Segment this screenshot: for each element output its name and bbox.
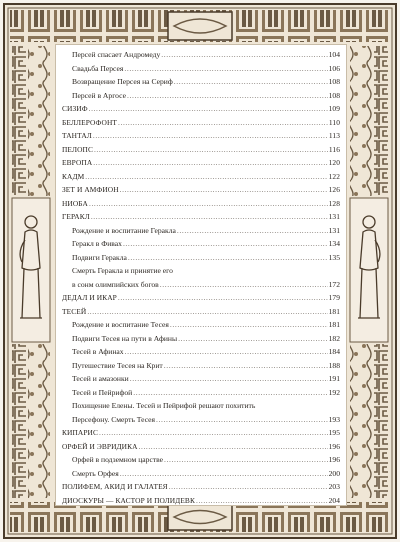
dot-leader: [93, 158, 327, 167]
toc-entry-title: Рождение и воспитание Геракла: [72, 225, 176, 235]
dot-leader: [125, 347, 328, 356]
toc-page-number: 108: [328, 90, 340, 100]
toc-chapter: [62, 425, 340, 437]
dot-leader: [170, 320, 328, 329]
toc-entry-title: Подвиги Тесея на пути в Афины: [72, 333, 178, 343]
toc-page-number: 120: [328, 158, 340, 167]
toc-chapter: [62, 493, 340, 505]
toc-entry-title: Персей спасает Андромеду: [72, 50, 161, 59]
toc-page-number: 106: [328, 63, 340, 73]
toc-entry-title: Тесей в Афинах: [72, 347, 124, 356]
toc-chapter: [62, 479, 340, 491]
toc-subentry: [62, 371, 340, 383]
toc-entry-title: ПОЛИФЕМ, АКИД И ГАЛАТЕЯ: [62, 482, 168, 491]
toc-subentry: [62, 250, 340, 262]
toc-page-number: 204: [328, 495, 340, 505]
dot-leader: [133, 388, 327, 397]
dot-leader: [139, 442, 328, 451]
dot-leader: [174, 77, 328, 86]
toc-entry-title: КАДМ: [62, 171, 85, 181]
toc-page-number: 122: [328, 171, 340, 181]
toc-entry-title: ПЕЛОПС: [62, 144, 93, 154]
toc-chapter: [62, 196, 340, 208]
toc-subentry: [62, 452, 340, 464]
toc-page-number: 196: [328, 455, 340, 464]
toc-page-number: 188: [328, 360, 340, 370]
toc-page-number: 131: [328, 212, 340, 221]
dot-leader: [156, 415, 328, 424]
toc-entry-title: БЕЛЛЕРОФОНТ: [62, 117, 118, 127]
dot-leader: [128, 253, 328, 262]
dot-leader: [196, 496, 328, 505]
dot-leader: [94, 145, 328, 154]
toc-page-number: 110: [328, 117, 340, 127]
toc-entry-title: Свадьба Персея: [72, 63, 124, 73]
toc-chapter: [62, 169, 340, 181]
toc-subentry: [62, 236, 340, 248]
dot-leader: [93, 131, 328, 140]
toc-subentry: [62, 277, 340, 289]
toc-chapter: [62, 304, 340, 316]
toc-page-number: 192: [328, 387, 340, 397]
toc-page-number: 135: [328, 252, 340, 262]
dot-leader: [120, 185, 328, 194]
toc-page-number: 126: [328, 185, 340, 194]
toc-subentry: [62, 223, 340, 235]
toc-entry-title: Возвращение Персея на Сериф: [72, 77, 173, 86]
toc-entry-title: Геракл в Фивах: [72, 239, 122, 248]
toc-entry-title: ЕВРОПА: [62, 158, 93, 167]
toc-chapter: [62, 101, 340, 113]
toc-chapter: [62, 142, 340, 154]
toc-entry-title: Орфей в подземном царстве: [72, 455, 164, 464]
dot-leader: [177, 226, 328, 235]
toc-subentry: [62, 74, 340, 86]
dot-leader: [91, 212, 328, 221]
dot-leader: [118, 118, 328, 127]
toc-subentry: [62, 466, 340, 478]
toc-entry-title: Тесей и Пейрифой: [72, 387, 133, 397]
toc-page-number: 128: [328, 198, 340, 208]
dot-leader: [87, 307, 327, 316]
toc-chapter: [62, 439, 340, 451]
dot-leader: [127, 91, 328, 100]
toc-entry-title: Смерть Геракла и принятие его: [72, 266, 173, 275]
dot-leader: [164, 455, 328, 464]
toc-entry-title: в сонм олимпийских богов: [72, 279, 159, 289]
toc-entry-title: Похищение Елены. Тесей и Пейрифой решают похитить: [72, 401, 256, 410]
toc-subentry: [62, 88, 340, 100]
dot-leader: [89, 104, 328, 113]
toc-page-number: 134: [328, 239, 340, 248]
toc-page-number: 179: [328, 293, 340, 302]
toc-page-number: 113: [328, 131, 340, 140]
toc-chapter: [62, 155, 340, 167]
toc-page-number: 193: [328, 414, 340, 424]
toc-entry-title: ОРФЕЙ И ЭВРИДИКА: [62, 441, 138, 451]
toc-subentry: [62, 47, 340, 59]
toc-chapter: [62, 209, 340, 221]
toc-subentry: [62, 344, 340, 356]
dot-leader: [89, 199, 328, 208]
toc-subentry: [62, 317, 340, 329]
toc-page-number: 200: [328, 468, 340, 478]
dot-leader: [123, 239, 328, 248]
toc-entry-title: Тесей и амазонки: [72, 374, 129, 383]
toc-entry-title: ДИОСКУРЫ — КАСТОР И ПОЛИДЕВК: [62, 495, 195, 505]
toc-entry-title: Персей в Аргосе: [72, 90, 126, 100]
toc-subentry: [62, 61, 340, 73]
toc-subentry: [62, 412, 340, 424]
dot-leader: [85, 172, 327, 181]
dot-leader: [160, 280, 328, 289]
toc-page-number: 172: [328, 279, 340, 289]
toc-entry-title: НИОБА: [62, 198, 88, 208]
dot-leader: [169, 482, 328, 491]
toc-page-number: 181: [328, 306, 340, 316]
toc-page-number: 195: [328, 428, 340, 437]
toc-page-number: 203: [328, 482, 340, 491]
toc-chapter: [62, 115, 340, 127]
dot-leader: [118, 293, 328, 302]
toc-entry-title: КИПАРИС: [62, 428, 99, 437]
toc-entry-title: Путешествие Тесея на Крит: [72, 360, 163, 370]
toc-entry-title: ТЕСЕЙ: [62, 306, 87, 316]
toc-chapter: [62, 128, 340, 140]
toc-entry-title: ГЕРАКЛ: [62, 212, 90, 221]
toc-page-number: 131: [328, 225, 340, 235]
toc-entry-title: Персефону. Смерть Тесея: [72, 414, 156, 424]
dot-leader: [120, 469, 328, 478]
toc-page-number: 109: [328, 104, 340, 113]
toc-page-number: 196: [328, 441, 340, 451]
dot-leader: [178, 334, 328, 343]
toc-chapter: [62, 290, 340, 302]
toc-page-number: 184: [328, 347, 340, 356]
toc-entry-title: ТАНТАЛ: [62, 131, 92, 140]
toc-page-number: 104: [328, 50, 340, 59]
dot-leader: [161, 50, 327, 59]
toc-chapter: [62, 182, 340, 194]
toc-page-number: 181: [328, 320, 340, 329]
toc-subentry: [62, 358, 340, 370]
dot-leader: [99, 428, 328, 437]
toc-entry-title: СИЗИФ: [62, 104, 88, 113]
toc-page-number: 108: [328, 77, 340, 86]
toc-entry-title: ЗЕТ И АМФИОН: [62, 185, 119, 194]
dot-leader: [164, 361, 328, 370]
toc-subentry: [62, 331, 340, 343]
dot-leader: [130, 374, 328, 383]
toc-page-number: 116: [328, 144, 340, 154]
toc-subentry: [62, 398, 340, 410]
toc-page-number: 191: [328, 374, 340, 383]
toc-page-number: 182: [328, 333, 340, 343]
toc-entry-title: Рождение и воспитание Тесея: [72, 320, 169, 329]
toc-subentry: [62, 385, 340, 397]
dot-leader: [124, 64, 327, 73]
toc-subentry: [62, 263, 340, 275]
toc-entry-title: Смерть Орфея: [72, 468, 119, 478]
toc-entry-title: ДЕДАЛ И ИКАР: [62, 293, 117, 302]
toc-entry-title: Подвиги Геракла: [72, 252, 127, 262]
